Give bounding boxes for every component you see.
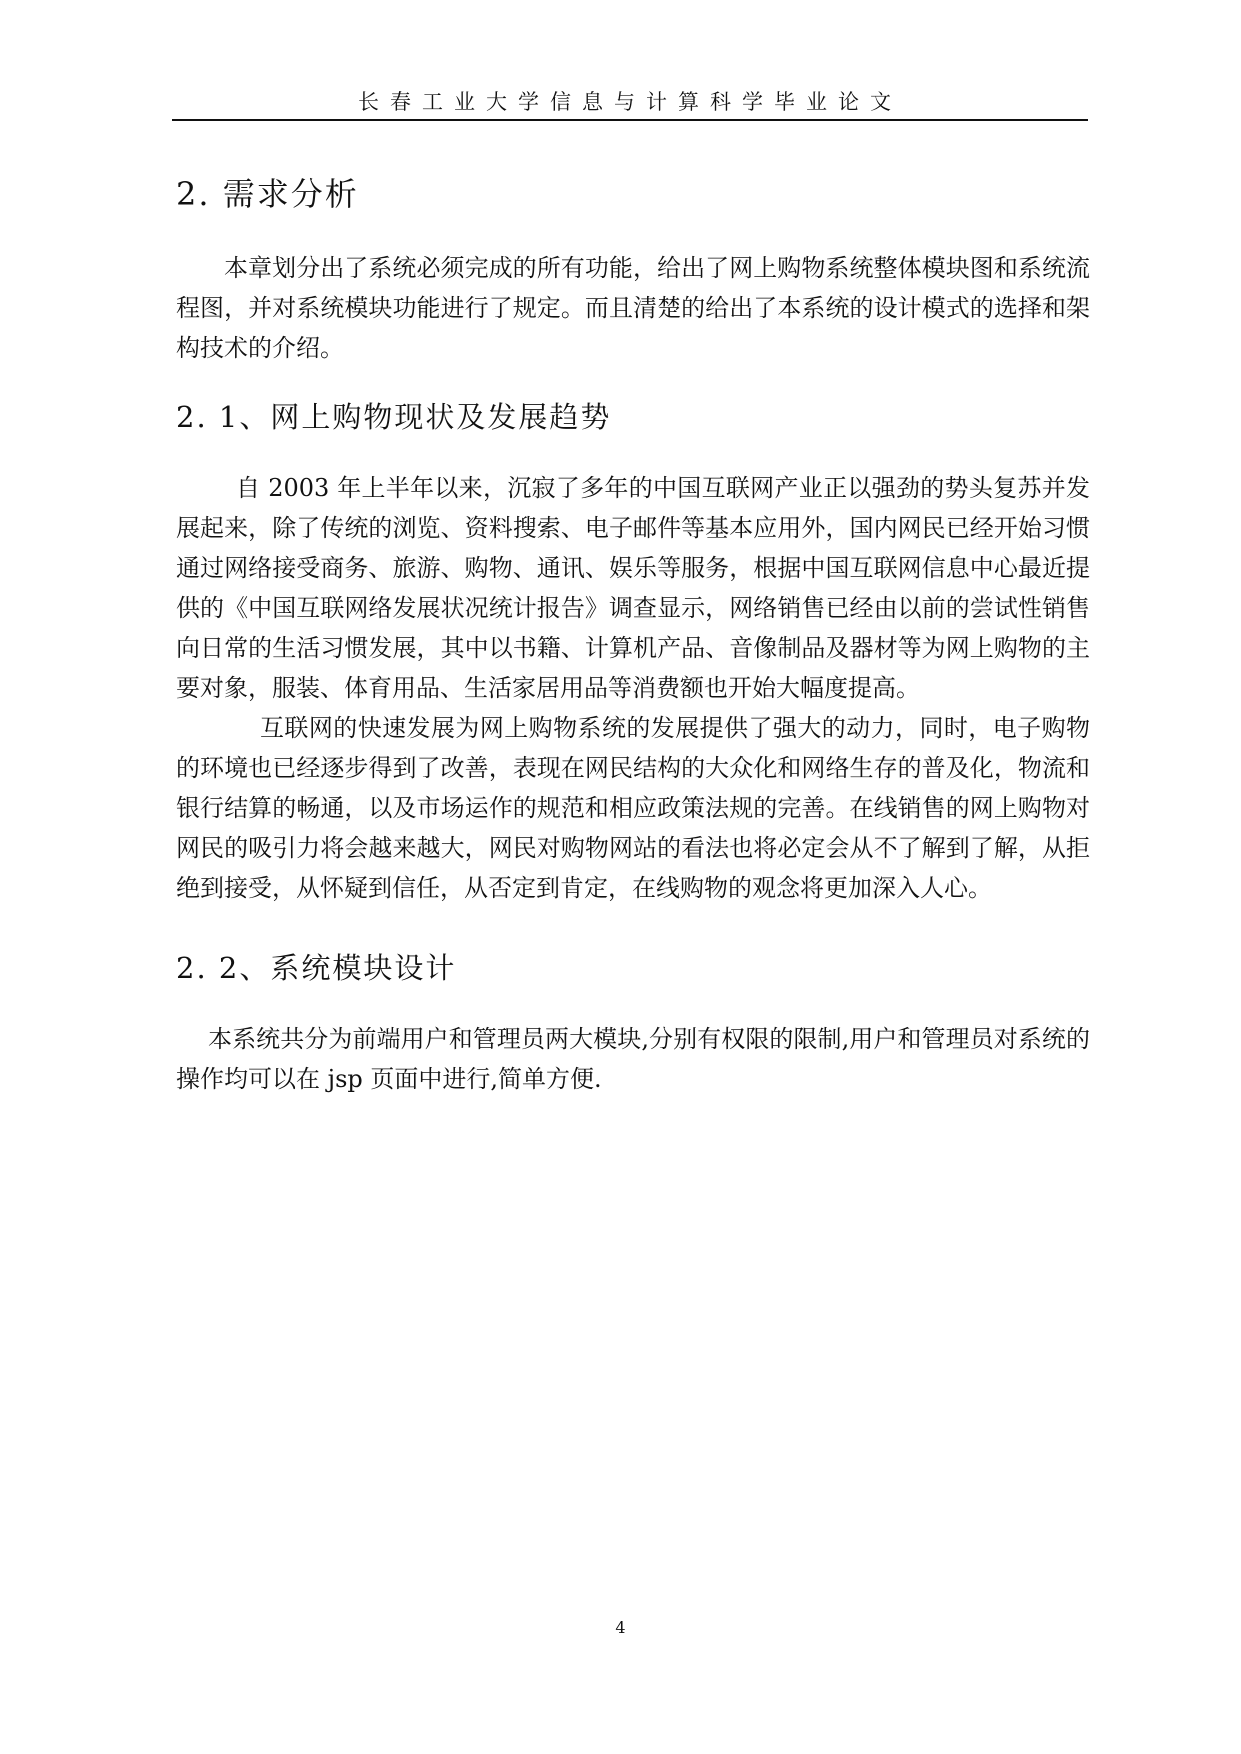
running-header: 长春工业大学信息与计算科学毕业论文 [358,90,902,114]
section-2-1-paragraph-2: 互联网的快速发展为网上购物系统的发展提供了强大的动力，同时，电子购物的环境也已经逐步得到了改善，表现在网民结构的大众化和网络生存的普及化，物流和银行结算的畅通，以及市场运作的规范和相应政策法规的完善。在线销售的网上购物对网民的吸引力将会越来越大，网民对购物网站的看法也将必定会从不了解到了解，从拒绝到接受，从怀疑到信任，从否定到肯定，在线购物的观念将更加深入人心。 [176,714,1090,902]
section-2-1-title: 2. 1、网上购物现状及发展趋势 [176,400,612,434]
section-2-1-paragraph-1: 自 2003 年上半年以来，沉寂了多年的中国互联网产业正以强劲的势头复苏并发展起来，除了传统的浏览、资料搜索、电子邮件等基本应用外，国内网民已经开始习惯通过网络接受商务、旅游、购物、通讯、娱乐等服务，根据中国互联网信息中心最近提供的《中国互联网络发展状况统计报告》调查显示，网络销售已经由以前的尝试性销售向日常的生活习惯发展，其中以书籍、计算机产品、音像制品及器材等为网上购物的主要对象，服装、体育用品、生活家居用品等消费额也开始大幅度提高。 [176,474,1090,702]
chapter-title: 2. 需求分析 [176,175,359,213]
section-2-2-title: 2. 2、系统模块设计 [176,951,457,985]
section-2-2-paragraph: 本系统共分为前端用户和管理员两大模块,分别有权限的限制,用户和管理员对系统的操作均可以在 jsp 页面中进行,简单方便. [176,1025,1090,1093]
page-number: 4 [615,1618,626,1637]
chapter-intro-paragraph: 本章划分出了系统必须完成的所有功能，给出了网上购物系统整体模块图和系统流程图，并对系统模块功能进行了规定。而且清楚的给出了本系统的设计模式的选择和架构技术的介绍。 [176,254,1090,362]
header-rule [172,119,1088,121]
